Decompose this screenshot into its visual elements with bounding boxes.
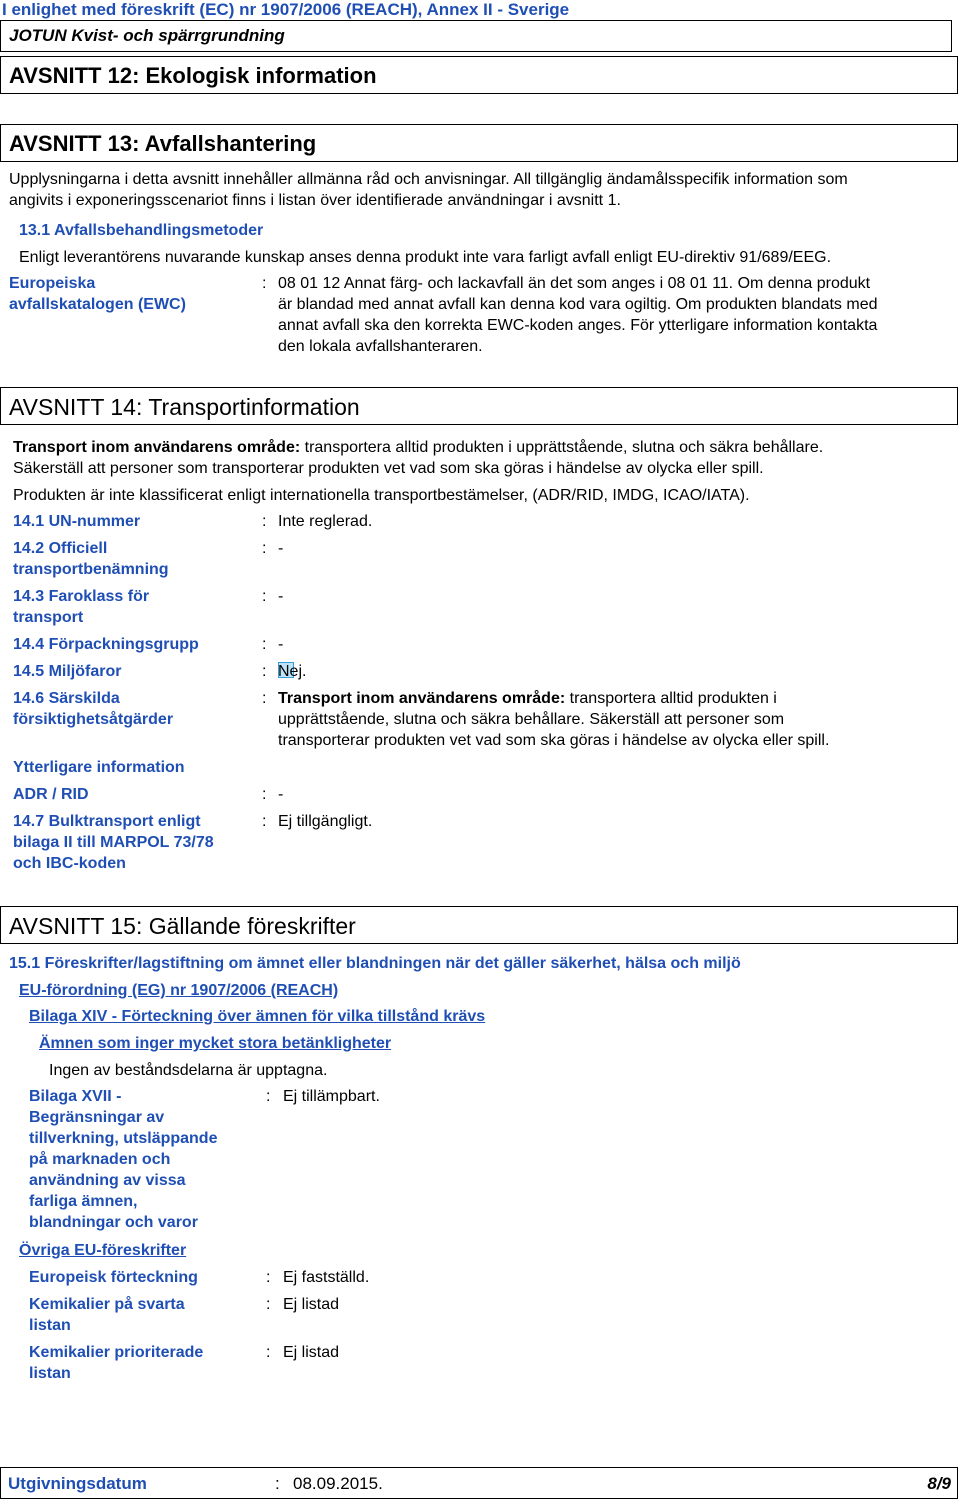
black-list-label-1: Kemikalier på svarta [29, 1296, 185, 1313]
transport-user-area [13, 437, 823, 458]
special-precautions-colon: : [262, 690, 267, 707]
un-number-colon: : [262, 513, 267, 530]
special-precautions-line-3: transporterar produkten vet vad som ska göras i händelse av olycka eller spill. [278, 732, 830, 749]
adr-rid-value: - [278, 786, 284, 803]
section-14-header [0, 387, 958, 425]
black-list-colon: : [266, 1296, 271, 1313]
hazard-class-value: - [278, 588, 284, 605]
annex-17-value: Ej tillämpbart. [283, 1088, 380, 1105]
bulk-transport-label-1: 14.7 Bulktransport enligt [13, 813, 201, 830]
ewc-value-1: 08 01 12 Annat färg- och lackavfall än det som anges i 08 01 11. Om denna produkt [278, 275, 871, 292]
annex-17-label-3: tillverkning, utsläppande [29, 1130, 218, 1147]
transport-line-2: Säkerställ att personer som transporterar produkten vet vad som ska göras i händelse av olycka eller spill. [13, 460, 764, 477]
priority-list-label-1: Kemikalier prioriterade [29, 1344, 204, 1361]
bulk-transport-value: Ej tillgängligt. [278, 813, 373, 830]
section-15-title: AVSNITT 15: Gällande föreskrifter [9, 913, 356, 939]
priority-list-colon: : [266, 1344, 271, 1361]
annex-17-label-4: på marknaden och [29, 1151, 171, 1168]
section-12-title: AVSNITT 12: Ekologisk information [9, 63, 377, 88]
env-hazard-value: Nej. [278, 663, 307, 680]
black-list-value: Ej listad [283, 1296, 340, 1313]
other-eu-regulations-heading: Övriga EU-föreskrifter [19, 1242, 187, 1259]
page-number: 8/9 [927, 1474, 951, 1493]
special-precautions-rest: transportera alltid produkten i [565, 690, 777, 707]
section-13-1-text: Enligt leverantörens nuvarande kunskap anses denna produkt inte vara farligt avfall enligt EU-direktiv 91/689/EEG. [19, 249, 832, 266]
european-inventory-label: Europeisk förteckning [29, 1269, 198, 1286]
ewc-value-2: är blandad med annat avfall kan denna kod vara ogiltig. Om produkten blandats med [278, 296, 878, 313]
priority-list-value: Ej listad [283, 1344, 340, 1361]
svhc-heading: Ämnen som inger mycket stora betänkligheter [39, 1035, 392, 1052]
packing-group-colon: : [262, 636, 267, 653]
annex-17-label-2: Begränsningar av [29, 1109, 165, 1126]
svhc-value: Ingen av beståndsdelarna är upptagna. [49, 1062, 328, 1079]
adr-rid-colon: : [262, 786, 267, 803]
ewc-label-line-1: Europeiska [9, 275, 96, 292]
bulk-transport-label-2: bilaga II till MARPOL 73/78 [13, 834, 214, 851]
footer-bar [0, 1467, 958, 1499]
env-hazard-label: 14.5 Miljöfaror [13, 663, 122, 680]
ewc-value-4: den lokala avfallshanteraren. [278, 338, 483, 355]
special-precautions-label-1: 14.6 Särskilda [13, 690, 120, 707]
hazard-class-label-2: transport [13, 609, 84, 626]
section-13-header [0, 124, 958, 162]
annex-17-colon: : [266, 1088, 271, 1105]
section-14-title: AVSNITT 14: Transportinformation [9, 394, 360, 420]
transport-user-area-label: Transport inom användarens område: [13, 439, 301, 456]
special-precautions-line-1 [278, 688, 777, 709]
bulk-transport-label-3: och IBC-koden [13, 855, 126, 872]
product-header-box [0, 20, 952, 52]
special-precautions-bold: Transport inom användarens område: [278, 690, 566, 707]
annex-17-label-5: användning av vissa [29, 1172, 186, 1189]
section-13-1-title: 13.1 Avfallsbehandlingsmetoder [19, 222, 264, 239]
annex-17-label-6: farliga ämnen, [29, 1193, 138, 1210]
env-hazard-colon: : [262, 663, 267, 680]
transport-user-area-text: transportera alltid produkten i upprättstående, slutna och säkra behållare. [300, 439, 824, 456]
european-inventory-value: Ej fastställd. [283, 1269, 370, 1286]
european-inventory-colon: : [266, 1269, 271, 1286]
transport-line-3: Produkten är inte klassificerat enligt internationella transportbestämelser, (ADR/RID, IMDG, ICAO/IATA). [13, 487, 750, 504]
shipping-name-value: - [278, 540, 284, 557]
section-12-header [0, 56, 958, 94]
section-13-intro-1: Upplysningarna i detta avsnitt innehåller allmänna råd och anvisningar. All tillgänglig ändamålsspecifik information som [9, 171, 848, 188]
special-precautions-label-2: försiktighetsåtgärder [13, 711, 174, 728]
bulk-transport-colon: : [262, 813, 267, 830]
priority-list-label-2: listan [29, 1365, 71, 1382]
shipping-name-label-2: transportbenämning [13, 561, 169, 578]
additional-info-label: Ytterligare information [13, 759, 185, 776]
packing-group-value: - [278, 636, 284, 653]
annex-17-label-7: blandningar och varor [29, 1214, 198, 1231]
un-number-value: Inte reglerad. [278, 513, 373, 530]
issue-date-label: Utgivningsdatum [8, 1474, 147, 1493]
section-15-header [0, 906, 958, 944]
issue-date-colon: : [275, 1474, 280, 1493]
packing-group-label: 14.4 Förpackningsgrupp [13, 636, 199, 653]
shipping-name-label-1: 14.2 Officiell [13, 540, 108, 557]
un-number-label: 14.1 UN-nummer [13, 513, 141, 530]
issue-date-value: 08.09.2015. [293, 1474, 383, 1493]
section-13-intro-2: angivits i exponeringsscenariot finns i listan över identifierade användningar i avsnitt 1. [9, 192, 621, 209]
annex-17-label-1: Bilaga XVII - [29, 1088, 122, 1105]
black-list-label-2: listan [29, 1317, 71, 1334]
hazard-class-label-1: 14.3 Faroklass för [13, 588, 150, 605]
ewc-value-3: annat avfall ska den korrekta EWC-koden anges. För ytterligare information kontakta [278, 317, 878, 334]
adr-rid-label: ADR / RID [13, 786, 89, 803]
product-name: JOTUN Kvist- och spärrgrundning [9, 26, 285, 45]
hazard-class-colon: : [262, 588, 267, 605]
shipping-name-colon: : [262, 540, 267, 557]
ewc-colon: : [262, 275, 267, 292]
regulation-header: I enlighet med föreskrift (EC) nr 1907/2006 (REACH), Annex II - Sverige [2, 0, 570, 19]
ewc-label-line-2: avfallskatalogen (EWC) [9, 296, 186, 313]
section-15-1-title: 15.1 Föreskrifter/lagstiftning om ämnet eller blandningen när det gäller säkerhet, hälsa och miljö [9, 955, 741, 972]
section-13-title: AVSNITT 13: Avfallshantering [9, 131, 317, 156]
special-precautions-line-2: upprättstående, slutna och säkra behållare. Säkerställ att personer som [278, 711, 785, 728]
reach-regulation-heading: EU-förordning (EG) nr 1907/2006 (REACH) [19, 982, 339, 999]
annex-14-heading: Bilaga XIV - Förteckning över ämnen för vilka tillstånd krävs [29, 1008, 486, 1025]
